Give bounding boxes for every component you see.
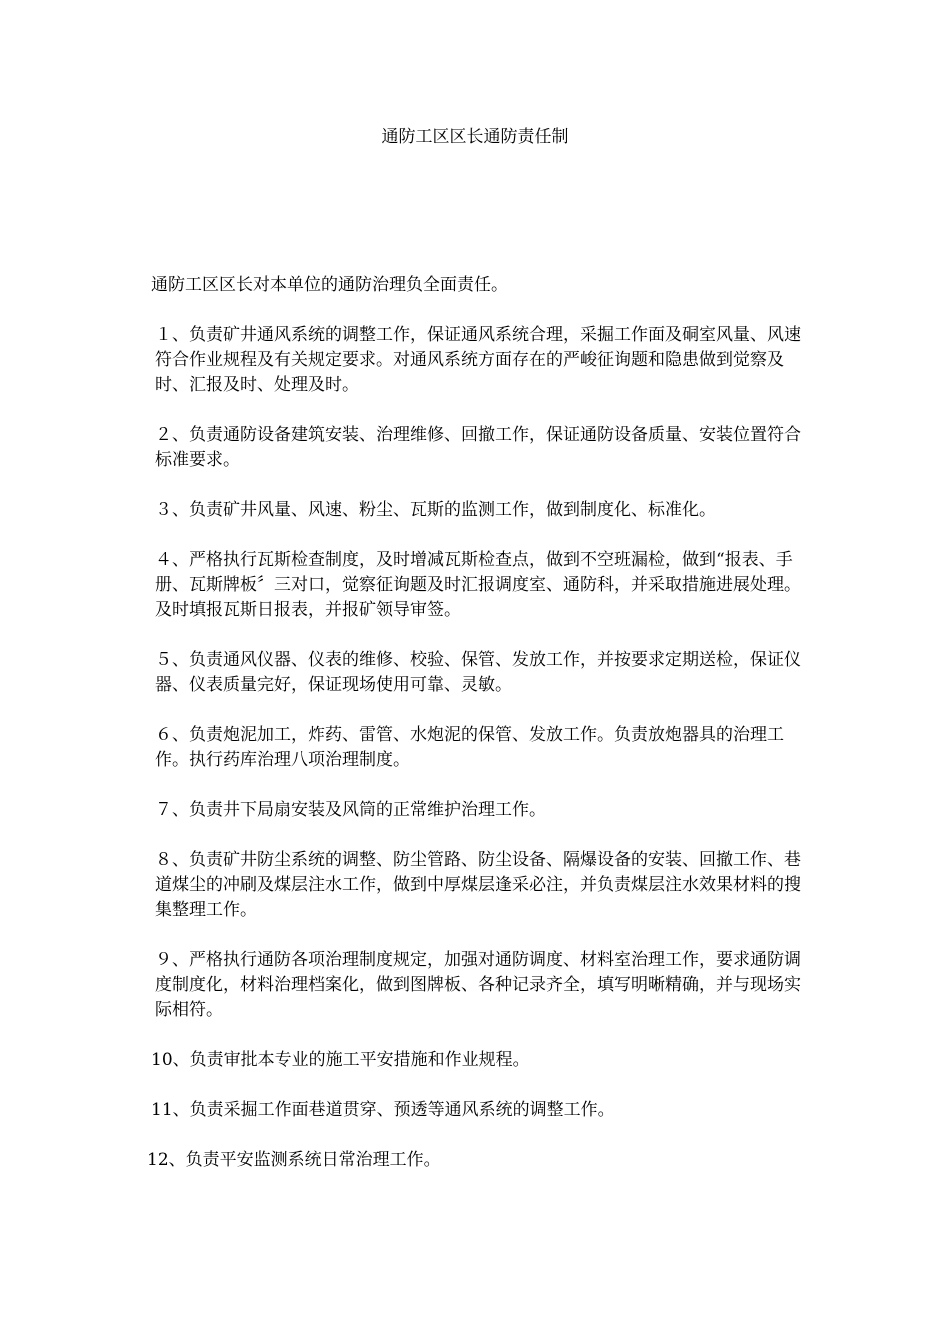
responsibility-item-8: ８、负责矿井防尘系统的调整、防尘管路、防尘设备、隔爆设备的安装、回撤工作、巷道煤尘的冲刷及煤层注水工作，做到中厚煤层逢采必注，并负责煤层注水效果材料的搜集整理工作。 [155,850,801,920]
document-title: 通防工区区长通防责任制 [381,127,569,147]
responsibility-item-5: ５、负责通风仪器、仪表的维修、校验、保管、发放工作，并按要求定期送检，保证仪器、仪表质量完好，保证现场使用可靠、灵敏。 [155,650,801,695]
responsibility-item-9: ９、严格执行通防各项治理制度规定，加强对通防调度、材料室治理工作，要求通防调度制度化，材料治理档案化，做到图牌板、各种记录齐全，填写明晰精确，并与现场实际相符。 [155,950,801,1020]
responsibility-item-2: ２、负责通防设备建筑安装、治理维修、回撤工作，保证通防设备质量、安装位置符合标准要求。 [155,425,801,470]
intro-paragraph: 通防工区区长对本单位的通防治理负全面责任。 [151,275,508,295]
document-body [147,273,807,1198]
responsibility-item-6: ６、负责炮泥加工，炸药、雷管、水炮泥的保管、发放工作。负责放炮器具的治理工作。执行药库治理八项治理制度。 [155,725,784,770]
responsibility-item-3: ３、负责矿井风量、风速、粉尘、瓦斯的监测工作，做到制度化、标准化。 [155,500,716,520]
responsibility-item-12: 12、负责平安监测系统日常治理工作。 [147,1150,441,1170]
responsibility-item-1: １、负责矿井通风系统的调整工作，保证通风系统合理，采掘工作面及硐室风量、风速符合作业规程及有关规定要求。对通风系统方面存在的严峻征询题和隐患做到觉察及时、汇报及时、处理及时。 [155,325,801,395]
responsibility-item-10: 10、负责审批本专业的施工平安措施和作业规程。 [151,1050,530,1070]
responsibility-item-7: ７、负责井下局扇安装及风筒的正常维护治理工作。 [155,800,546,820]
responsibility-item-11: 11、负责采掘工作面巷道贯穿、预透等通风系统的调整工作。 [151,1100,615,1120]
responsibility-item-4: ４、严格执行瓦斯检查制度，及时增减瓦斯检查点，做到不空班漏检，做到“报表、手册、瓦斯牌板〞三对口，觉察征询题及时汇报调度室、通防科，并采取措施进展处理。及时填报瓦斯日报表，并报矿领导审签。 [155,550,801,620]
